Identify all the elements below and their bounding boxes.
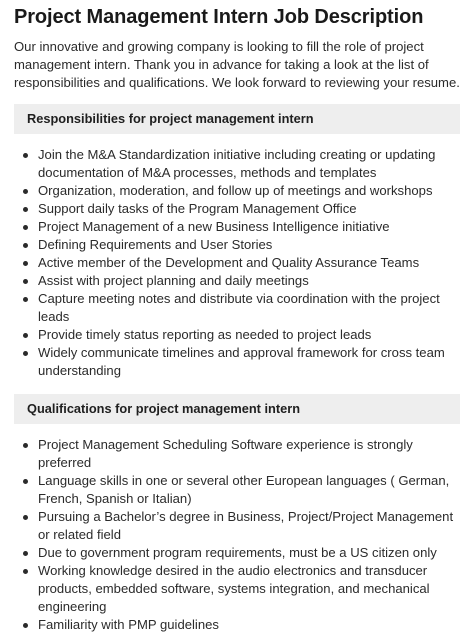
responsibilities-list: [14, 146, 460, 380]
bullet-icon: [23, 243, 28, 248]
list-item-text: Language skills in one or several other European languages ( German, French, Spanish or Italian): [38, 473, 450, 506]
bullet-icon: [23, 479, 28, 484]
list-item-text: Provide timely status reporting as needed to project leads: [38, 327, 372, 342]
bullet-icon: [23, 279, 28, 284]
list-item-text: Due to government program requirements, must be a US citizen only: [38, 545, 437, 560]
bullet-icon: [23, 515, 28, 520]
list-item-text: Defining Requirements and User Stories: [38, 237, 273, 252]
intro-paragraph: Our innovative and growing company is looking to fill the role of project management intern. Thank you in advance for taking a look at the list of responsibilities and qualifications. We look forward to reviewing your resume.: [14, 39, 460, 90]
list-item: [14, 146, 460, 182]
list-item-text: Project Management of a new Business Intelligence initiative: [38, 219, 390, 234]
bullet-icon: [23, 623, 28, 628]
list-item-text: Assist with project planning and daily meetings: [38, 273, 309, 288]
qualifications-header: Qualifications for project management intern: [14, 394, 460, 424]
list-item-text: Working knowledge desired in the audio electronics and transducer products, embedded software, systems integration, and mechanical engineering: [38, 563, 430, 614]
bullet-icon: [23, 351, 28, 356]
list-item: [14, 272, 460, 290]
bullet-icon: [23, 225, 28, 230]
list-item: [14, 254, 460, 272]
list-item: [14, 562, 460, 616]
responsibilities-header: Responsibilities for project management intern: [14, 104, 460, 134]
list-item-text: Widely communicate timelines and approval framework for cross team understanding: [38, 345, 445, 378]
bullet-icon: [23, 261, 28, 266]
list-item-text: Organization, moderation, and follow up of meetings and workshops: [38, 183, 433, 198]
list-item: [14, 326, 460, 344]
list-item-text: Capture meeting notes and distribute via coordination with the project leads: [38, 291, 440, 324]
list-item-text: Join the M&A Standardization initiative including creating or updating documentation of M&A processes, methods and templates: [38, 147, 436, 180]
list-item: [14, 616, 460, 634]
list-item: [14, 344, 460, 380]
page-title: Project Management Intern Job Description: [14, 6, 424, 28]
bullet-icon: [23, 153, 28, 158]
bullet-icon: [23, 333, 28, 338]
list-item-text: Project Management Scheduling Software experience is strongly preferred: [38, 437, 413, 470]
list-item: [14, 436, 460, 472]
list-item: [14, 218, 460, 236]
list-item: [14, 200, 460, 218]
list-item-text: Pursuing a Bachelor’s degree in Business, Project/Project Management or related field: [38, 509, 454, 542]
list-item-text: Active member of the Development and Quality Assurance Teams: [38, 255, 420, 270]
list-item-text: Support daily tasks of the Program Management Office: [38, 201, 357, 216]
bullet-icon: [23, 297, 28, 302]
list-item-text: Familiarity with PMP guidelines: [38, 617, 219, 632]
qualifications-list: [14, 436, 460, 634]
bullet-icon: [23, 551, 28, 556]
bullet-icon: [23, 189, 28, 194]
list-item: [14, 544, 460, 562]
bullet-icon: [23, 569, 28, 574]
list-item: [14, 182, 460, 200]
list-item: [14, 508, 460, 544]
list-item: [14, 236, 460, 254]
list-item: [14, 472, 460, 508]
bullet-icon: [23, 207, 28, 212]
list-item: [14, 290, 460, 326]
bullet-icon: [23, 443, 28, 448]
